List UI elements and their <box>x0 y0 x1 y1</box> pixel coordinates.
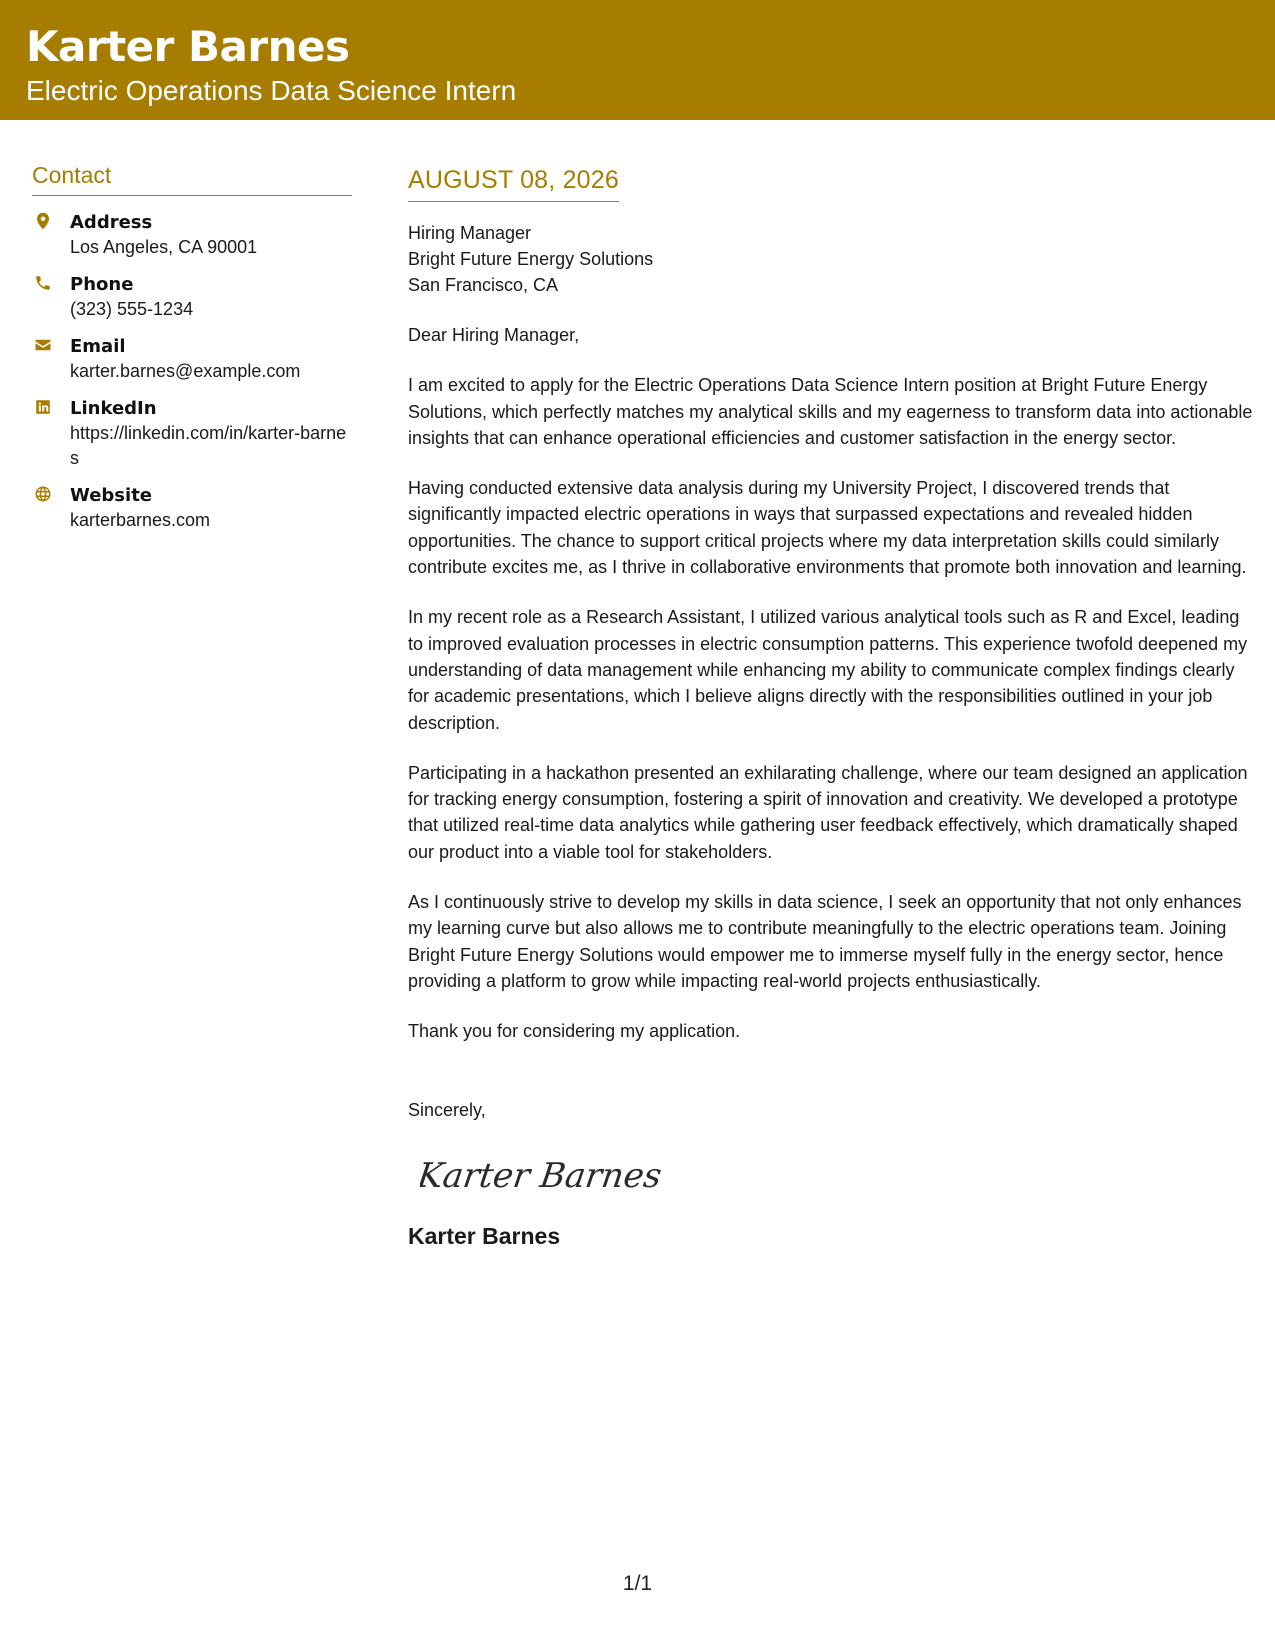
paragraph: Thank you for considering my application. <box>408 1021 741 1042</box>
contact-label: Website <box>70 485 153 506</box>
envelope-icon <box>32 334 70 354</box>
contact-label: LinkedIn <box>70 398 157 419</box>
contact-sidebar <box>32 162 352 545</box>
linkedin-icon <box>32 396 70 416</box>
contact-value: Los Angeles, CA 90001 <box>70 237 258 257</box>
job-title: Electric Operations Data Science Intern <box>26 75 517 106</box>
contact-value: (323) 555-1234 <box>70 299 194 319</box>
contact-value: karter.barnes@example.com <box>70 361 301 381</box>
contact-value: https://linkedin.com/in/karter-barnes <box>70 423 347 468</box>
page-number: 1/1 <box>622 1572 653 1595</box>
header-banner <box>0 0 1275 120</box>
contact-label: Email <box>70 336 126 357</box>
paragraph: I am excited to apply for the Electric Operations Data Science Intern position at Bright Future Energy Solutions, which perfectly matches my analytical skills and my eagerness to transform data into actionable insights that can enhance operational efficiencies and customer satisfaction in the energy sector. <box>408 375 1253 448</box>
signer-name: Karter Barnes <box>408 1222 561 1249</box>
map-pin-icon <box>32 210 70 230</box>
contact-item-linkedin <box>32 396 352 471</box>
paragraph: In my recent role as a Research Assistant, I utilized various analytical tools such as R and Excel, leading to improved evaluation processes in electric consumption patterns. This experience twofold deepened my understanding of data management while enhancing my ability to communicate complex findings clearly for academic presentations, which I believe aligns directly with the responsibilities outlined in your job description. <box>408 607 1248 733</box>
contact-label: Phone <box>70 274 134 295</box>
closing: Sincerely, <box>408 1099 486 1120</box>
recipient-block <box>408 220 1253 298</box>
handwritten-signature <box>420 1145 1253 1205</box>
contact-item-website <box>32 483 352 533</box>
contact-item-phone <box>32 272 352 322</box>
recipient-line: Bright Future Energy Solutions <box>408 249 654 269</box>
contact-item-address <box>32 210 352 260</box>
applicant-name: Karter Barnes <box>26 22 350 71</box>
contact-value: karterbarnes.com <box>70 510 211 530</box>
letter-date: AUGUST 08, 2026 <box>408 166 619 202</box>
paragraph: Participating in a hackathon presented an exhilarating challenge, where our team designed an application for tracking energy consumption, fostering a spirit of innovation and creativity. We developed a prototype that utilized real-time data analytics while gathering user feedback effectively, which dramatically shaped our product into a viable tool for stakeholders. <box>408 762 1248 862</box>
paragraph: Having conducted extensive data analysis during my University Project, I discovered trends that significantly impacted electric operations in ways that surpassed expectations and revealed hidden opportunities. The chance to support critical projects where my data interpretation skills could similarly contribute excites me, as I thrive in collaborative environments that promote both innovation and learning. <box>408 478 1247 578</box>
contact-section-title: Contact <box>32 162 352 196</box>
recipient-line: Hiring Manager <box>408 223 532 243</box>
salutation: Dear Hiring Manager, <box>408 325 580 345</box>
globe-icon <box>32 483 70 503</box>
letter-body <box>408 166 1253 1250</box>
contact-label: Address <box>70 212 153 233</box>
paragraph: As I continuously strive to develop my skills in data science, I seek an opportunity that not only enhances my learning curve but also allows me to contribute meaningfully to the electric operations team. Joining Bright Future Energy Solutions would empower me to immerse myself fully in the energy sector, hence providing a platform to grow while impacting real-world projects enthusiastically. <box>408 892 1242 991</box>
signature-text: Karter Barnes <box>420 1155 665 1196</box>
contact-item-email <box>32 334 352 384</box>
phone-icon <box>32 272 70 292</box>
recipient-line: San Francisco, CA <box>408 275 559 295</box>
